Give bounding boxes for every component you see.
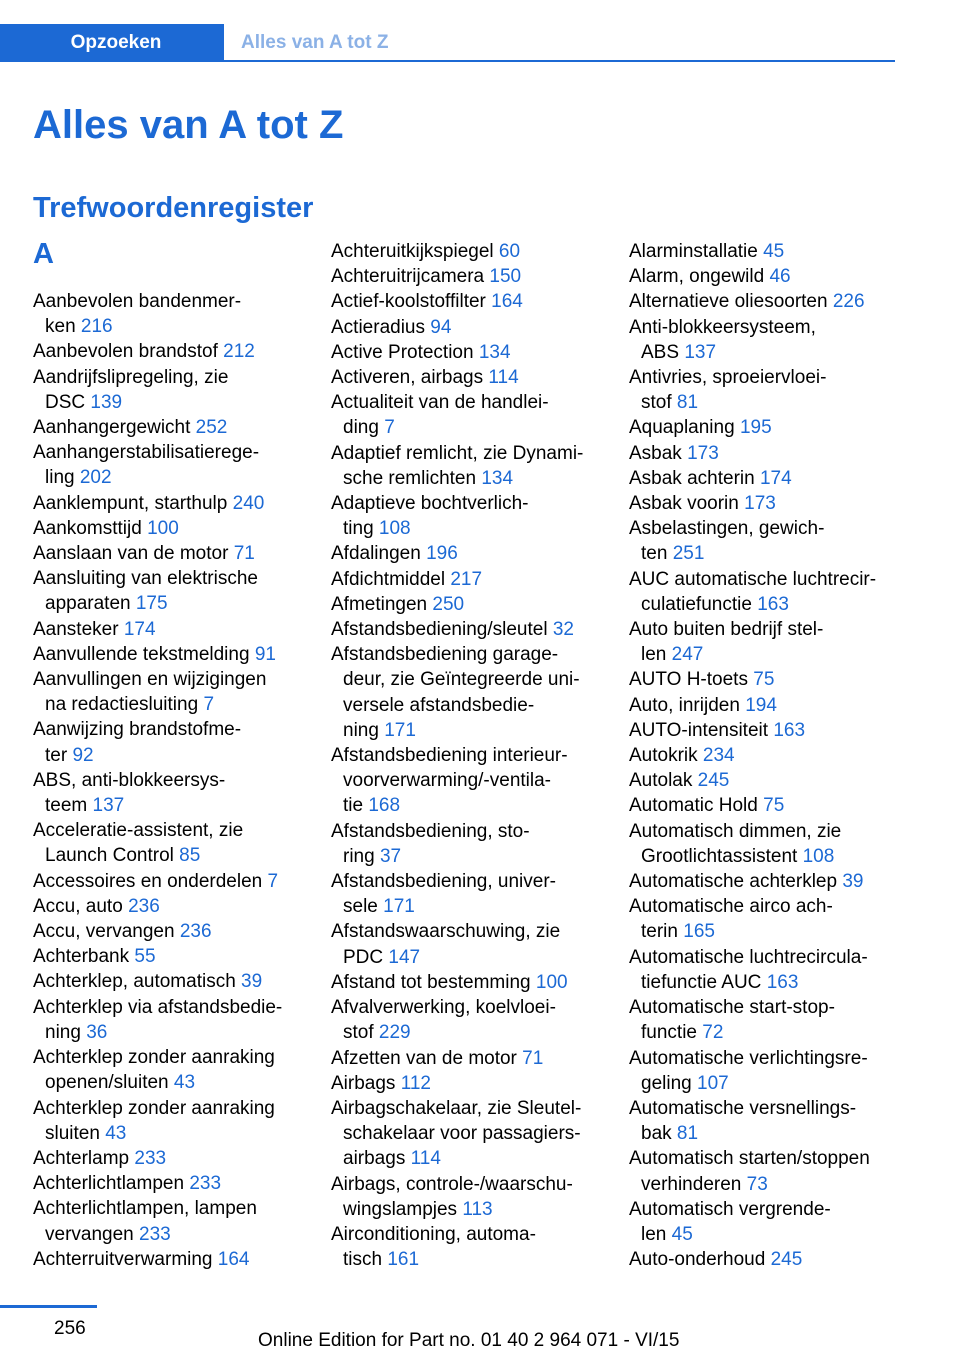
page-link[interactable]: 46 [769,266,791,288]
index-entry [33,667,301,717]
entry-text: versele afstandsbedie- [343,694,535,716]
page-link[interactable]: 75 [753,669,775,691]
entry-text: AUTO H-toets [629,669,748,691]
page-link[interactable]: 202 [79,467,112,489]
page-link[interactable]: 163 [766,971,799,993]
index-entry [331,869,599,919]
entry-text: Achterklep, automatisch [33,971,236,993]
entry-text: Afzetten van de motor [331,1047,517,1069]
entry-text: Afstandswaarschuwing, zie [331,921,561,943]
page-link[interactable]: 71 [522,1047,544,1069]
index-entry [33,1171,301,1196]
page-link[interactable]: 85 [179,845,201,867]
entry-text: Auto-onderhoud [629,1249,766,1271]
entry-text: Actief-koolstoffilter [331,291,486,313]
page-link[interactable]: 194 [745,694,777,716]
index-entry [331,1046,599,1071]
page-link[interactable]: 165 [683,921,715,943]
page-link[interactable]: 137 [684,341,717,363]
index-entry [33,717,301,767]
index-entry [33,969,301,994]
index-entry [331,1172,599,1222]
page-link[interactable]: 36 [86,1021,108,1043]
entry-text: wingslampjes [343,1198,458,1220]
page-link[interactable]: 108 [378,518,411,540]
page-link[interactable]: 43 [105,1122,127,1144]
index-entry [331,239,599,264]
entry-text: Automatische achterklep [629,871,838,893]
index-entry [629,743,897,768]
entry-text: ning [343,719,379,741]
page-link[interactable]: 100 [147,517,179,539]
page-link[interactable]: 164 [217,1248,250,1270]
index-entry [331,390,599,440]
entry-text: voorverwarming/-ventila- [343,770,552,792]
index-entry [629,1197,897,1247]
page-link[interactable]: 72 [702,1022,724,1044]
index-entry [33,919,301,944]
entry-text: tie [343,795,364,817]
entry-text: Aanhangergewicht [33,417,191,439]
page-link[interactable]: 226 [832,291,865,313]
page-link[interactable]: 73 [746,1173,768,1195]
index-column-2 [331,239,599,1272]
entry-text: Autolak [629,770,693,792]
entry-text: Achterlichtlampen [33,1173,185,1195]
entry-text: tisch [343,1249,383,1271]
entry-text: ABS, anti-blokkeersys- [33,769,226,791]
index-entry [331,995,599,1045]
entry-text: Anti-blokkeersysteem, [629,316,816,338]
entry-text: openen/sluiten [45,1072,169,1094]
entry-text: Antivries, sproeiervloei- [629,367,827,389]
page-link[interactable]: 233 [134,1147,167,1169]
entry-text: PDC [343,946,384,968]
entry-text: len [641,1223,667,1245]
entry-text: Aanbevolen brandstof [33,341,218,363]
entry-text: AUTO-intensiteit [629,719,769,741]
entry-text: Automatisch vergrende- [629,1198,831,1220]
entry-text: Afdichtmiddel [331,568,446,590]
page-link[interactable]: 161 [387,1249,420,1271]
page-link[interactable]: 174 [759,467,792,489]
index-entry [331,340,599,365]
footer-bar [0,1305,97,1308]
entry-text: Asbak [629,442,682,464]
page-link[interactable]: 196 [426,543,458,565]
index-entry [629,667,897,692]
page-link[interactable]: 134 [481,467,514,489]
entry-text: Airbagschakelaar, zie Sleutel- [331,1097,582,1119]
entry-text: ling [45,467,75,489]
index-entry [33,768,301,818]
entry-text: ken [45,316,76,338]
page-link[interactable]: 174 [123,618,156,640]
entry-text: apparaten [45,593,131,615]
index-entry [629,718,897,743]
page-link[interactable]: 250 [432,593,465,615]
entry-text: Aanklempunt, starthulp [33,492,228,514]
entry-text: Auto buiten bedrijf stel- [629,619,824,641]
edition-text: Online Edition for Part no. 01 40 2 964 071 - VI/15 [258,1330,680,1351]
page-link[interactable]: 60 [498,241,521,262]
entry-text: Afstandsbediening interieur- [331,745,568,767]
page-link[interactable]: 168 [368,795,401,817]
entry-text: airbags [343,1148,406,1170]
entry-text: Aansluiting van elektrische [33,568,258,590]
entry-text: Achterlamp [33,1147,130,1169]
index-entry [331,567,599,592]
entry-text: Automatisch starten/stoppen [629,1148,870,1170]
entry-text: Achterklep via afstandsbedie- [33,996,283,1018]
entry-text: ning [45,1021,81,1043]
index-entry [331,541,599,566]
page-link[interactable]: 75 [763,795,785,817]
index-entry [629,1046,897,1096]
page-link[interactable]: 252 [195,417,228,439]
page-number: 256 [54,1318,86,1339]
index-entry [331,264,599,289]
header [0,24,895,62]
page-link[interactable]: 7 [203,694,215,716]
index-entry [33,541,301,566]
entry-text: Auto, inrijden [629,694,740,716]
entry-text: sche remlichten [343,467,477,489]
page-link[interactable]: 113 [462,1198,493,1220]
entry-text: Airbags, controle-/waarschu- [331,1173,573,1195]
page-link[interactable]: 112 [400,1072,431,1094]
entry-text: Aansteker [33,618,119,640]
index-entry [629,315,897,365]
page-link[interactable]: 240 [232,492,265,514]
entry-text: Adaptieve bochtverlich- [331,493,529,515]
index-entry [331,289,599,314]
entry-text: na redactiesluiting [45,694,199,716]
entry-text: ter [45,744,68,766]
index-column-3 [629,239,897,1272]
page-link[interactable]: 139 [90,391,123,413]
index-entry [629,617,897,667]
index-entry [331,970,599,995]
entry-text: stof [343,1022,374,1044]
entry-text: Acceleratie-assistent, zie [33,820,244,842]
entry-text: sele [343,896,378,918]
page-link[interactable]: 251 [672,543,705,565]
page-link[interactable]: 91 [254,643,276,665]
page-link[interactable]: 173 [687,442,719,464]
entry-text: Launch Control [45,845,174,867]
page-link[interactable]: 212 [223,341,255,363]
entry-text: Automatische verlichtingsre- [629,1047,868,1069]
tab-opzoeken[interactable]: Opzoeken [0,24,224,62]
page-link[interactable]: 107 [697,1072,729,1094]
entry-text: terin [641,921,678,943]
index-entry [33,818,301,868]
index-entry [629,945,897,995]
page-link[interactable]: 94 [430,316,452,338]
page-link[interactable]: 7 [384,417,395,439]
entry-text: ring [343,845,375,867]
page-link[interactable]: 229 [378,1022,411,1044]
entry-text: Asbak voorin [629,493,739,515]
index-entry [331,819,599,869]
entry-text: Airconditioning, automa- [331,1223,536,1245]
entry-text: ting [343,518,374,540]
page-link[interactable]: 39 [842,871,864,893]
entry-text: Grootlichtassistent [641,845,798,867]
index-entry [629,1146,897,1196]
entry-text: verhinderen [641,1173,742,1195]
index-entry [33,995,301,1045]
index-entry [33,642,301,667]
index-entry [629,365,897,415]
index-entry [629,793,897,818]
index-entry [331,743,599,819]
entry-text: Afstandsbediening/sleutel [331,619,548,641]
entry-text: Asbelastingen, gewich- [629,518,825,540]
entry-text: Automatische airco ach- [629,896,833,918]
entry-text: Aanslaan van de motor [33,543,229,565]
index-entry [33,566,301,616]
index-entry [33,894,301,919]
page-link[interactable]: 217 [450,568,483,590]
entry-text: functie [641,1022,697,1044]
index-entry [629,693,897,718]
entry-text: Automatisch dimmen, zie [629,820,842,842]
entry-text: ABS [641,341,680,363]
entry-text: Aankomsttijd [33,517,142,539]
entry-text: Automatic Hold [629,795,758,817]
page-link[interactable]: 173 [744,493,776,515]
entry-text: culatiefunctie [641,593,752,615]
page-link[interactable]: 147 [388,946,421,968]
page-link[interactable]: 171 [384,719,416,741]
entry-text: Aanvullende tekstmelding [33,643,250,665]
index-column-1 [33,239,301,1272]
page-link[interactable]: 32 [552,619,574,641]
entry-text: Achterklep zonder aanraking [33,1097,275,1119]
entry-text: tiefunctie AUC [641,971,762,993]
page-link[interactable]: 37 [379,845,402,867]
page-link[interactable]: 216 [80,316,113,338]
section-letter: A [33,238,54,270]
entry-text: Aandrijfslipregeling, zie [33,366,229,388]
entry-text: Accu, vervangen [33,921,175,943]
entry-text: DSC [45,391,86,413]
page-link[interactable]: 100 [535,971,568,993]
index-entry [629,264,897,289]
entry-text: Achterlichtlampen, lampen [33,1198,257,1220]
entry-text: Achteruitrijcamera [331,266,485,288]
page-link[interactable]: 134 [478,341,511,363]
entry-text: Aanvullingen en wijzigingen [33,669,267,691]
index-entry [331,1222,599,1272]
entry-text: Automatische versnellings- [629,1097,857,1119]
index-entry [331,441,599,491]
page-link[interactable]: 71 [233,543,255,565]
index-entry [331,617,599,642]
entry-text: schakelaar voor passagiers- [343,1123,581,1145]
index-entry [33,617,301,642]
index-entry [629,289,897,314]
entry-text: geling [641,1072,692,1094]
entry-text: Airbags [331,1072,396,1094]
entry-text: deur, zie Geïntegreerde uni- [343,669,580,691]
entry-text: AUC automatische luchtrecir- [629,568,877,590]
page-link[interactable]: 234 [702,745,735,767]
index-entry [33,516,301,541]
entry-text: bak [641,1123,672,1145]
entry-text: Activeren, airbags [331,367,484,389]
section-subtitle: Trefwoordenregister [33,192,314,224]
entry-text: Achteruitkijkspiegel [331,241,494,262]
page-link[interactable]: 108 [802,845,835,867]
index-entry [33,869,301,894]
entry-text: Afdalingen [331,543,421,565]
index-entry [629,869,897,894]
page-title: Alles van A tot Z [33,103,344,147]
page-link[interactable]: 150 [489,266,522,288]
entry-text: len [641,644,667,666]
index-entry [629,491,897,516]
index-entry [629,239,897,264]
entry-text: Alarm, ongewild [629,266,765,288]
page-link[interactable]: 81 [676,392,699,414]
page-link[interactable]: 233 [139,1223,171,1245]
index-entry [33,339,301,364]
page-link[interactable]: 114 [488,367,519,389]
page-link[interactable]: 236 [179,921,212,943]
entry-text: Achterklep zonder aanraking [33,1047,275,1069]
entry-text: Achterruitverwarming [33,1248,213,1270]
entry-text: Afstandsbediening garage- [331,644,559,666]
page-link[interactable]: 195 [739,417,772,439]
index-entry [331,315,599,340]
index-entry [331,491,599,541]
index-entry [33,365,301,415]
index-entry [629,768,897,793]
index-entry [629,516,897,566]
page-link[interactable]: 92 [72,744,94,766]
index-entry [629,466,897,491]
entry-text: Alternatieve oliesoorten [629,291,828,313]
entry-text: Aanwijzing brandstofme- [33,719,242,741]
index-entry [33,1146,301,1171]
entry-text: stof [641,392,672,414]
index-entry [629,1096,897,1146]
page-link[interactable]: 45 [671,1223,693,1245]
index-entry [33,1247,301,1272]
page-link[interactable]: 247 [671,644,704,666]
entry-text: Aanbevolen bandenmer- [33,291,242,312]
entry-text: ten [641,543,668,565]
index-entry [331,642,599,743]
entry-text: Accessoires en onderdelen [33,870,263,892]
index-entry [629,894,897,944]
entry-text: Accu, auto [33,895,123,917]
index-entry [629,441,897,466]
page-link[interactable]: 163 [773,719,806,741]
index-entry [331,919,599,969]
entry-text: Actieradius [331,316,425,338]
entry-text: Afstandsbediening, univer- [331,871,556,893]
entry-text: Afvalverwerking, koelvloei- [331,997,556,1019]
page-link[interactable]: 236 [128,895,160,917]
index-entry [33,1045,301,1095]
index-entry [331,1096,599,1172]
entry-text: Afmetingen [331,593,428,615]
index-entry [33,491,301,516]
index-entry [33,415,301,440]
page-link[interactable]: 164 [491,291,523,313]
index-entry [629,415,897,440]
page-link[interactable]: 137 [92,795,125,817]
page-link[interactable]: 45 [763,241,785,262]
index-entry [331,365,599,390]
index-entry [629,995,897,1045]
entry-text: Autokrik [629,745,698,767]
page-link[interactable]: 43 [173,1072,196,1094]
index-entry [33,289,301,339]
entry-text: Automatische start-stop- [629,997,835,1019]
entry-text: Afstandsbediening, sto- [331,820,530,842]
page-link[interactable]: 171 [383,896,415,918]
page-link[interactable]: 114 [410,1148,441,1170]
index-entry [33,1196,301,1246]
entry-text: Achterbank [33,946,130,968]
entry-text: Actualiteit van de handlei- [331,392,549,414]
page-link[interactable]: 245 [697,770,730,792]
page-link[interactable]: 163 [757,593,789,615]
entry-text: Aanhangerstabilisatierege- [33,442,260,464]
index-entry [629,567,897,617]
entry-text: ding [343,417,379,439]
entry-text: vervangen [45,1223,134,1245]
entry-text: sluiten [45,1122,100,1144]
page-link[interactable]: 175 [135,593,168,615]
entry-text: Alarminstallatie [629,241,758,262]
entry-text: Asbak achterin [629,467,755,489]
index-entry [33,440,301,490]
entry-text: Afstand tot bestemming [331,971,531,993]
index-entry [629,1247,897,1272]
index-entry [629,819,897,869]
index-entry [331,592,599,617]
page-link[interactable]: 245 [770,1249,803,1271]
header-rule [0,60,895,62]
index-entry [33,1096,301,1146]
page-link[interactable]: 55 [134,946,156,968]
entry-text: Adaptief remlicht, zie Dynami- [331,442,584,464]
page-link[interactable]: 7 [267,870,279,892]
entry-text: teem [45,795,88,817]
page-link[interactable]: 39 [241,971,263,993]
entry-text: Aquaplaning [629,417,735,439]
index-entry [331,1071,599,1096]
tab-alles-van-a-tot-z[interactable]: Alles van A tot Z [241,32,389,53]
page-link[interactable]: 81 [676,1123,699,1145]
entry-text: Automatische luchtrecircula- [629,946,868,968]
page-link[interactable]: 233 [189,1173,222,1195]
index-entry [33,944,301,969]
entry-text: Active Protection [331,341,474,363]
